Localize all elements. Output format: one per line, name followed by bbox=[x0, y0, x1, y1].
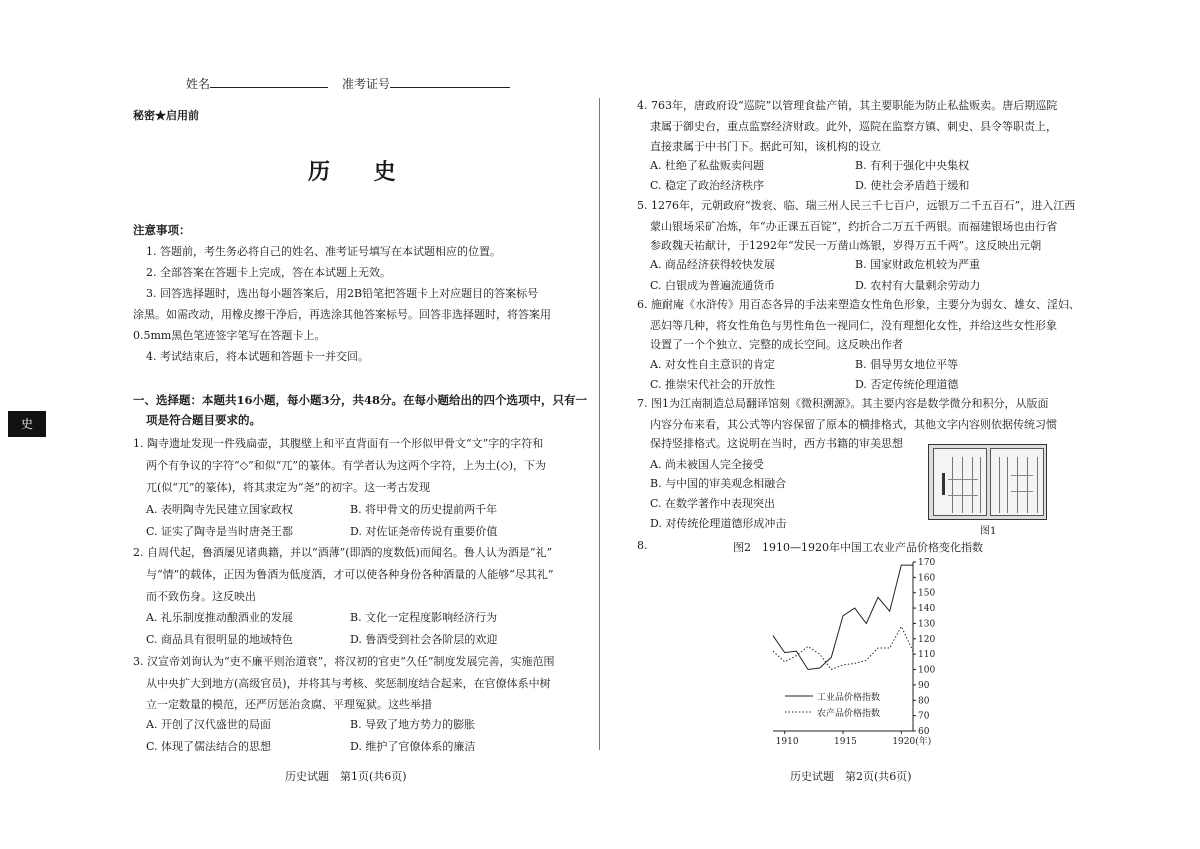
y-tick-label: 150 bbox=[918, 588, 936, 599]
question-6-option-b: B. 倡导男女地位平等 bbox=[855, 358, 959, 371]
notes-line: 4. 考试结束后，将本试题和答题卡一并交回。 bbox=[146, 350, 369, 363]
question-6-text: 恶妇等几种，将女性角色与男性角色一视同仁，没有理想化女性，并给这些女性形象 bbox=[650, 319, 1057, 332]
question-7-text: 保持竖排格式。这说明在当时，西方书籍的审美思想 bbox=[650, 437, 903, 450]
question-2-text: 2. 自周代起，鲁酒屡见诸典籍，并以“酒薄”(即酒的度数低)而闻名。鲁人认为酒是“礼” bbox=[133, 546, 553, 559]
question-4-text: 4. 763年，唐政府设“巡院”以管理食盐产销，其主要职能为防止私盐贩卖。唐后期巡院 bbox=[637, 99, 1058, 112]
question-6-option-a: A. 对女性自主意识的肯定 bbox=[650, 358, 775, 371]
question-1-option-d: D. 对佐证尧帝传说有重要价值 bbox=[350, 525, 498, 538]
y-tick-label: 120 bbox=[918, 634, 936, 645]
question-6-text: 设置了一个个独立、完整的成长空间。这反映出作者 bbox=[650, 338, 903, 351]
y-tick-label: 80 bbox=[918, 696, 930, 707]
footer-page-2: 历史试题 第2页(共6页) bbox=[790, 770, 912, 783]
question-2-option-b: B. 文化一定程度影响经济行为 bbox=[350, 611, 498, 624]
legend-industrial-label: 工业品价格指数 bbox=[817, 693, 881, 703]
question-5-option-d: D. 农村有大量剩余劳动力 bbox=[855, 279, 981, 292]
x-tick-label: 1920(年) bbox=[892, 737, 932, 747]
question-6-option-c: C. 推崇宋代社会的开放性 bbox=[650, 378, 776, 391]
question-4-text: 隶属于御史台，重点监察经济财政。此外，巡院在监察方镇、刺史、县令等职责上， bbox=[650, 120, 1057, 133]
secret-label: 秘密★启用前 bbox=[133, 109, 199, 122]
name-blank bbox=[210, 76, 328, 88]
chart-title: 图2 1910—1920年中国工农业产品价格变化指数 bbox=[733, 541, 983, 554]
question-2-text: 而不致伤身。这反映出 bbox=[146, 590, 256, 603]
y-tick-label: 60 bbox=[918, 727, 930, 737]
exam-no-label: 准考证号 bbox=[342, 77, 391, 91]
notes-line: 2. 全部答案在答题卡上完成，答在本试题上无效。 bbox=[146, 266, 391, 279]
notes-line: 3. 回答选择题时，选出每小题答案后，用2B铅笔把答题卡上对应题目的答案标号 bbox=[146, 287, 539, 300]
section-heading: 项是符合题目要求的。 bbox=[146, 413, 261, 427]
y-tick-label: 170 bbox=[918, 558, 936, 568]
question-2-option-d: D. 鲁酒受到社会各阶层的欢迎 bbox=[350, 633, 498, 646]
agricultural-price-line bbox=[773, 627, 913, 670]
x-tick-label: 1915 bbox=[834, 737, 857, 747]
question-3-text: 从中央扩大到地方(高级官员)，并将其与考核、奖惩制度结合起来，在官僚体系中树 bbox=[146, 677, 551, 690]
question-1-text: 两个有争议的字符“◇”和似“兀”的篆体。有学者认为这两个字符，上为土(◇)，下为 bbox=[146, 459, 546, 472]
exam-no-blank bbox=[390, 76, 510, 88]
y-tick-label: 110 bbox=[918, 650, 936, 661]
name-field bbox=[186, 75, 328, 92]
notes-line: 1. 答题前，考生务必将自己的姓名、准考证号填写在本试题相应的位置。 bbox=[146, 245, 501, 258]
question-1-option-b: B. 将甲骨文的历史提前两千年 bbox=[350, 503, 498, 516]
y-tick-label: 130 bbox=[918, 619, 936, 630]
question-6-text: 6. 施耐庵《水浒传》用百态各异的手法来塑造女性角色形象，主要分为弱女、雄女、淫妇、 bbox=[637, 298, 1080, 311]
page-title: 历 史 bbox=[308, 159, 414, 185]
question-2-text: 与“情”的载体，正因为鲁酒为低度酒，才可以使各种身份各种酒量的人能够“尽其礼” bbox=[146, 568, 554, 581]
question-4-option-c: C. 稳定了政治经济秩序 bbox=[650, 179, 765, 192]
section-heading: 一、选择题：本题共16小题，每小题3分，共48分。在每小题给出的四个选项中，只有一 bbox=[133, 393, 588, 407]
notes-line: 0.5mm黑色笔迹签字笔写在答题卡上。 bbox=[133, 329, 326, 342]
question-2-option-a: A. 礼乐制度推动酿酒业的发展 bbox=[146, 611, 293, 624]
question-3-option-a: A. 开创了汉代盛世的局面 bbox=[146, 718, 271, 731]
question-7-text: 7. 图1为江南制造总局翻译馆刻《微积溯源》。其主要内容是数学微分和积分，从版面 bbox=[637, 397, 1049, 410]
question-3-option-b: B. 导致了地方势力的膨胀 bbox=[350, 718, 476, 731]
question-7-option-a: A. 尚未被国人完全接受 bbox=[650, 458, 764, 471]
question-5-option-a: A. 商品经济获得较快发展 bbox=[650, 258, 775, 271]
question-3-option-c: C. 体现了儒法结合的思想 bbox=[146, 740, 272, 753]
question-5-text: 5. 1276年，元朝政府“拨衮、临、瑞三州人民三千七百户，远银万二千五百石”，进入江西 bbox=[637, 199, 1076, 212]
y-tick-label: 70 bbox=[918, 711, 930, 722]
book-page-figure bbox=[928, 444, 1047, 520]
name-label: 姓名 bbox=[186, 77, 211, 91]
question-7-option-c: C. 在数学著作中表现突出 bbox=[650, 497, 776, 510]
question-1-text: 兀(似“兀”的篆体)，将其隶定为“尧”的初字。这一考古发现 bbox=[146, 481, 431, 494]
y-tick-label: 140 bbox=[918, 604, 936, 615]
question-6-option-d: D. 否定传统伦理道德 bbox=[855, 378, 959, 391]
question-4-option-d: D. 使社会矛盾趋于缓和 bbox=[855, 179, 970, 192]
question-2-option-c: C. 商品具有很明显的地域特色 bbox=[146, 633, 294, 646]
question-5-text: 参政魏天祐献计，于1292年“发民一万凿山炼银，岁得万五千两”。这反映出元朝 bbox=[650, 239, 1042, 252]
footer-page-1: 历史试题 第1页(共6页) bbox=[285, 770, 407, 783]
question-3-text: 3. 汉宣帝刘询认为“吏不廉平则治道衰”，将汉初的官吏“久任”制度发展完善，实施范围 bbox=[133, 655, 555, 668]
column-divider bbox=[599, 98, 600, 750]
price-index-chart bbox=[765, 556, 945, 756]
question-4-text: 直接隶属于中书门下。据此可知，该机构的设立 bbox=[650, 140, 881, 153]
exam-no-field bbox=[342, 75, 510, 92]
question-7-option-b: B. 与中国的审美观念相融合 bbox=[650, 477, 787, 490]
figure-1-caption: 图1 bbox=[980, 526, 997, 537]
notes-line: 涂黑。如需改动，用橡皮擦干净后，再选涂其他答案标号。回答非选择题时，将答案用 bbox=[133, 308, 551, 321]
question-5-option-c: C. 白银成为普遍流通货币 bbox=[650, 279, 776, 292]
question-7-option-d: D. 对传统伦理道德形成冲击 bbox=[650, 517, 787, 530]
question-3-text: 立一定数量的模范，还严厉惩治贪腐、平理冤狱。这些举措 bbox=[146, 698, 432, 711]
question-3-option-d: D. 维护了官僚体系的廉洁 bbox=[350, 740, 476, 753]
industrial-price-line bbox=[773, 565, 913, 669]
x-tick-label: 1910 bbox=[775, 737, 799, 747]
question-1-option-c: C. 证实了陶寺是当时唐尧王都 bbox=[146, 525, 294, 538]
subject-tab: 史 bbox=[8, 411, 46, 437]
y-tick-label: 160 bbox=[918, 573, 936, 584]
question-8-number: 8. bbox=[637, 539, 648, 552]
legend-agricultural-label: 农产品价格指数 bbox=[817, 709, 881, 719]
question-5-text: 蒙山银场采矿冶炼，年“办正课五百锭”，约折合二万五千两银。而福建银场也由行省 bbox=[650, 220, 1058, 233]
question-4-option-b: B. 有利于强化中央集权 bbox=[855, 159, 970, 172]
notes-heading: 注意事项： bbox=[133, 223, 191, 237]
question-1-option-a: A. 表明陶寺先民建立国家政权 bbox=[146, 503, 293, 516]
question-1-text: 1. 陶寺遗址发现一件残扁壶，其腹壁上和平直背面有一个形似甲骨文“文”字的字符和 bbox=[133, 437, 544, 450]
y-tick-label: 100 bbox=[918, 665, 936, 676]
question-5-option-b: B. 国家财政危机较为严重 bbox=[855, 258, 981, 271]
y-tick-label: 90 bbox=[918, 680, 930, 691]
question-7-text: 内容分布来看，其公式等内容保留了原本的横排格式，其他文字内容则依据传统习惯 bbox=[650, 418, 1057, 431]
question-4-option-a: A. 杜绝了私盐贩卖问题 bbox=[650, 159, 764, 172]
